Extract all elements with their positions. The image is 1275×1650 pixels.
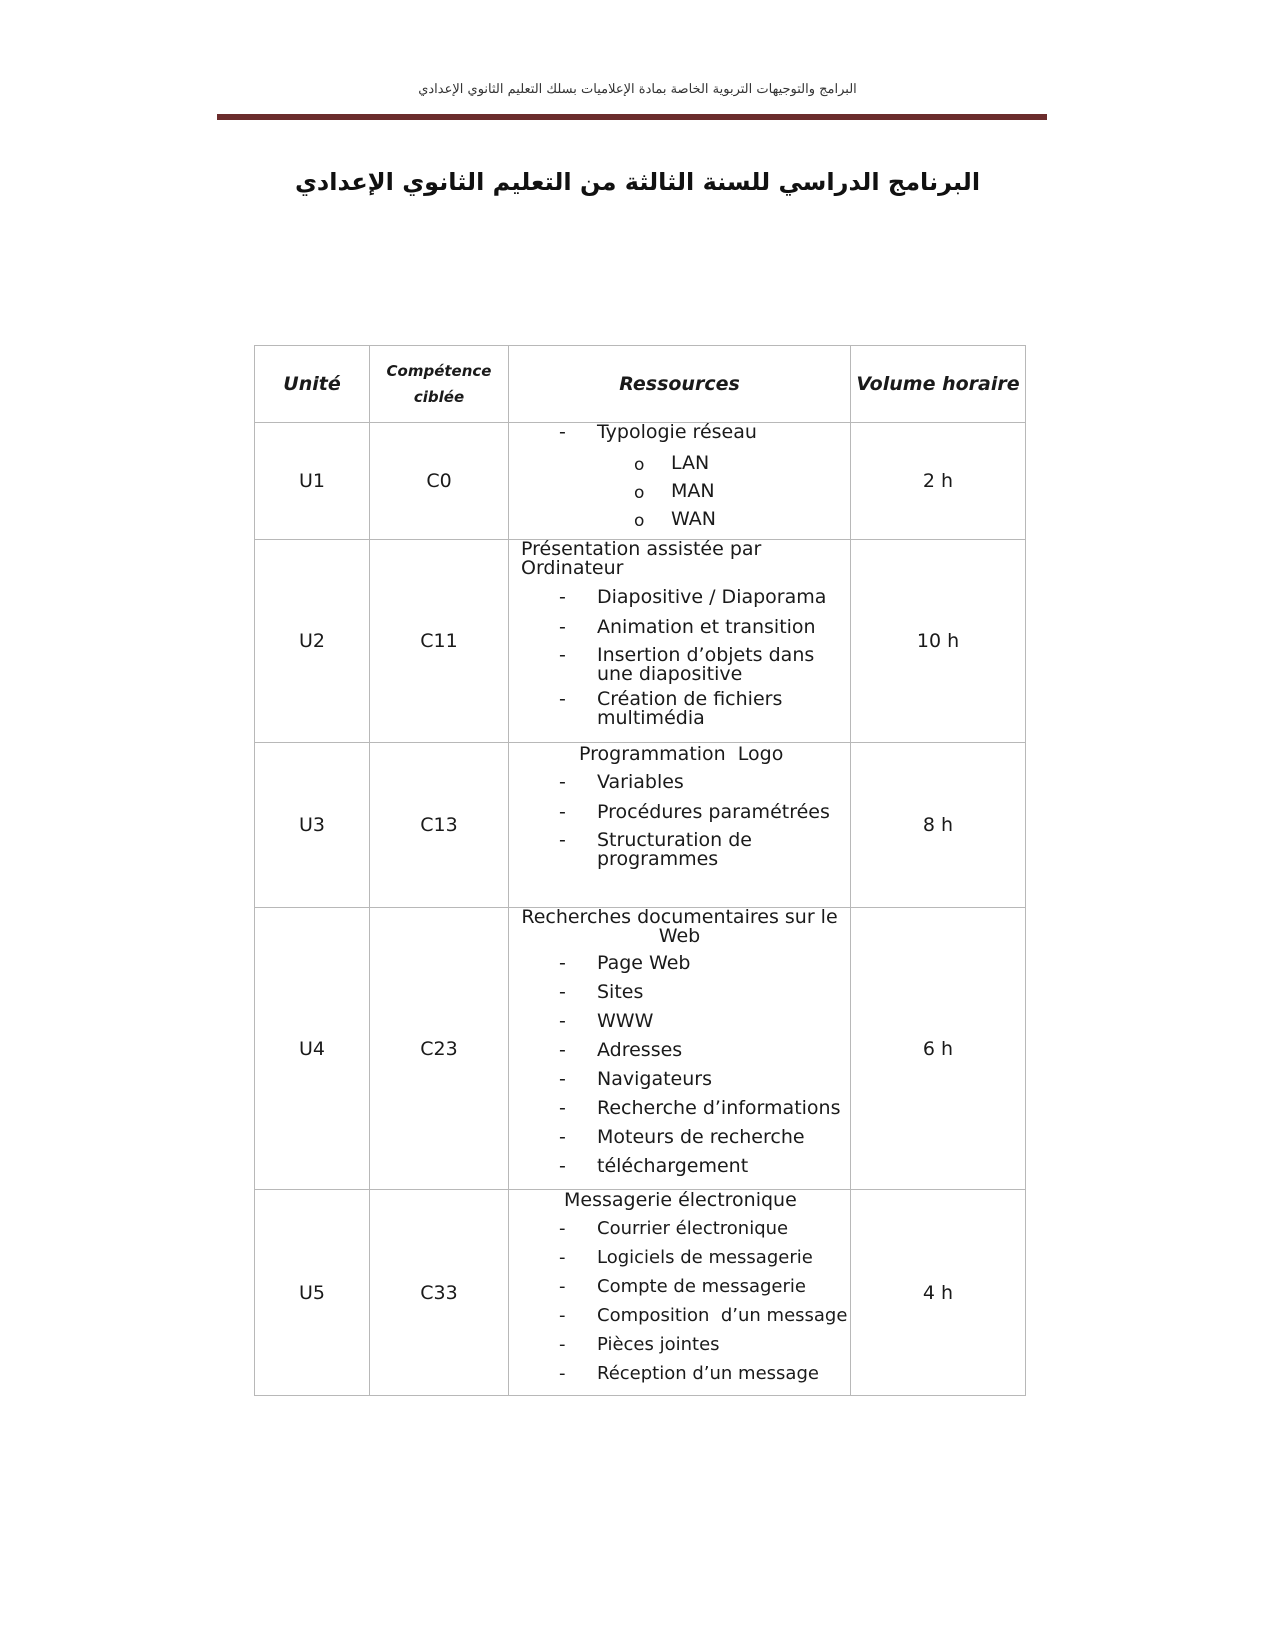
- resource-item: - Logiciels de messagerie: [559, 1247, 813, 1268]
- resource-item: - Recherche d’informations: [559, 1097, 841, 1119]
- dash-bullet: -: [559, 981, 566, 1003]
- resources-heading: Messagerie électronique: [564, 1189, 797, 1211]
- circle-bullet: o: [634, 483, 645, 503]
- resource-item: - Navigateurs: [559, 1068, 712, 1090]
- resource-item: - Procédures paramétrées: [559, 801, 830, 823]
- dash-bullet: -: [559, 586, 566, 608]
- resources-cell: [509, 908, 851, 1190]
- program-table: [254, 345, 1026, 1396]
- header-unit: Unité: [255, 346, 370, 423]
- table-row: [255, 423, 1026, 540]
- resource-item: - Sites: [559, 981, 644, 1003]
- dash-bullet: -: [559, 1247, 566, 1268]
- dash-bullet: -: [559, 1126, 566, 1148]
- dash-bullet: -: [559, 644, 566, 666]
- resource-item: - Moteurs de recherche: [559, 1126, 805, 1148]
- unit-cell: U1: [255, 423, 370, 540]
- dash-bullet: -: [559, 801, 566, 823]
- competence-cell: C11: [370, 540, 509, 743]
- resource-item: - Structuration de programmes: [559, 829, 752, 870]
- dash-bullet: -: [559, 829, 566, 851]
- resource-item: - WWW: [559, 1010, 654, 1032]
- dash-bullet: -: [559, 616, 566, 638]
- competence-cell: C13: [370, 743, 509, 908]
- unit-cell: U2: [255, 540, 370, 743]
- table-row: [255, 1190, 1026, 1396]
- volume-cell: 10 h: [851, 540, 1026, 743]
- competence-cell: C33: [370, 1190, 509, 1396]
- unit-cell: U3: [255, 743, 370, 908]
- table-header-row: [255, 346, 1026, 423]
- resource-subitem: o LAN: [509, 449, 850, 477]
- resources-heading: Recherches documentaires sur le Web: [521, 906, 838, 947]
- resources-cell: [509, 540, 851, 743]
- dash-bullet: -: [559, 1155, 566, 1177]
- header-competence-line1: Compétence: [386, 362, 492, 380]
- volume-cell: 4 h: [851, 1190, 1026, 1396]
- resource-item: - Adresses: [559, 1039, 683, 1061]
- volume-cell: 2 h: [851, 423, 1026, 540]
- dash-bullet: -: [559, 421, 566, 443]
- competence-cell: C0: [370, 423, 509, 540]
- resource-item: - Page Web: [559, 952, 691, 974]
- table-row: [255, 743, 1026, 908]
- header-rule: [217, 114, 1047, 120]
- dash-bullet: -: [559, 771, 566, 793]
- resource-item: - Composition d’un message: [559, 1305, 848, 1326]
- dash-bullet: -: [559, 1334, 566, 1355]
- resource-item: - Pièces jointes: [559, 1334, 720, 1355]
- running-header: البرامج والتوجيهات التربوية الخاصة بمادة الإعلاميات بسلك التعليم الثانوي الإعدادي: [418, 82, 857, 97]
- header-resources: Ressources: [509, 346, 851, 423]
- volume-cell: 8 h: [851, 743, 1026, 908]
- resource-item: - Réception d’un message: [559, 1363, 819, 1384]
- dash-bullet: -: [559, 952, 566, 974]
- resources-cell: [509, 743, 851, 908]
- volume-cell: 6 h: [851, 908, 1026, 1190]
- resources-heading: Programmation Logo: [579, 743, 784, 765]
- dash-bullet: -: [559, 1363, 566, 1384]
- page-title: البرنامج الدراسي للسنة الثالثة من التعليم الثانوي الإعدادي: [294, 168, 981, 196]
- resource-item: - Diapositive / Diaporama: [559, 586, 827, 608]
- resource-item: - Insertion d’objets dans une diapositive: [559, 644, 815, 685]
- resources-cell: [509, 423, 851, 540]
- resource-subitem: o MAN: [509, 477, 850, 505]
- resource-item: - Création de fichiers multimédia: [559, 688, 783, 729]
- dash-bullet: -: [559, 1039, 566, 1061]
- dash-bullet: -: [559, 688, 566, 710]
- unit-cell: U5: [255, 1190, 370, 1396]
- circle-bullet: o: [634, 511, 645, 531]
- resources-cell: [509, 1190, 851, 1396]
- resource-item: - Typologie réseau: [559, 421, 757, 443]
- dash-bullet: -: [559, 1010, 566, 1032]
- dash-bullet: -: [559, 1305, 566, 1326]
- circle-bullet: o: [634, 455, 645, 475]
- table-row: [255, 908, 1026, 1190]
- dash-bullet: -: [559, 1097, 566, 1119]
- header-competence: [370, 346, 509, 423]
- header-volume: Volume horaire: [851, 346, 1026, 423]
- table-row: [255, 540, 1026, 743]
- resource-subitem: o WAN: [509, 505, 850, 533]
- resource-item: - Animation et transition: [559, 616, 816, 638]
- resources-heading: Présentation assistée par Ordinateur: [521, 538, 762, 579]
- resource-item: - Variables: [559, 771, 684, 793]
- dash-bullet: -: [559, 1218, 566, 1239]
- dash-bullet: -: [559, 1276, 566, 1297]
- resource-item: - Compte de messagerie: [559, 1276, 806, 1297]
- resource-item: - téléchargement: [559, 1155, 749, 1177]
- competence-cell: C23: [370, 908, 509, 1190]
- resource-item: - Courrier électronique: [559, 1218, 789, 1239]
- unit-cell: U4: [255, 908, 370, 1190]
- dash-bullet: -: [559, 1068, 566, 1090]
- header-competence-line2: ciblée: [413, 388, 465, 406]
